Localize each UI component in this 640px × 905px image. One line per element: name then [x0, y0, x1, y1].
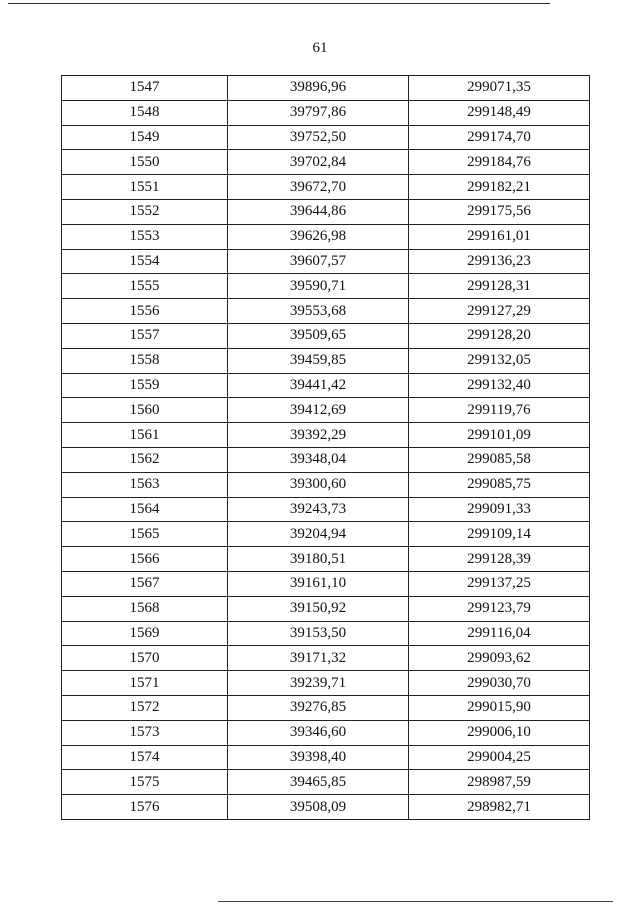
page-number: 61 [312, 40, 328, 56]
x-coordinate-cell: 39150,92 [228, 596, 409, 621]
table-row [62, 671, 590, 696]
table-row [62, 199, 590, 224]
x-coordinate-cell: 39171,32 [228, 646, 409, 671]
point-number-cell: 1551 [62, 175, 228, 200]
table-row [62, 547, 590, 572]
y-coordinate-cell: 299030,70 [409, 671, 590, 696]
table-row [62, 150, 590, 175]
x-coordinate-cell: 39412,69 [228, 398, 409, 423]
y-coordinate-cell: 299109,14 [409, 522, 590, 547]
y-coordinate-cell: 299174,70 [409, 125, 590, 150]
y-coordinate-cell: 299148,49 [409, 100, 590, 125]
point-number-cell: 1555 [62, 274, 228, 299]
point-number-cell: 1554 [62, 249, 228, 274]
y-coordinate-cell: 299071,35 [409, 76, 590, 101]
point-number-cell: 1571 [62, 671, 228, 696]
point-number-cell: 1557 [62, 323, 228, 348]
x-coordinate-cell: 39161,10 [228, 571, 409, 596]
y-coordinate-cell: 299184,76 [409, 150, 590, 175]
point-number-cell: 1570 [62, 646, 228, 671]
y-coordinate-cell: 299128,39 [409, 547, 590, 572]
table-row [62, 795, 590, 820]
x-coordinate-cell: 39607,57 [228, 249, 409, 274]
table-row [62, 571, 590, 596]
y-coordinate-cell: 299091,33 [409, 497, 590, 522]
x-coordinate-cell: 39276,85 [228, 695, 409, 720]
y-coordinate-cell: 299182,21 [409, 175, 590, 200]
table-row [62, 423, 590, 448]
table-row [62, 497, 590, 522]
table-row [62, 373, 590, 398]
table-row [62, 249, 590, 274]
table-row [62, 348, 590, 373]
table-row [62, 323, 590, 348]
x-coordinate-cell: 39465,85 [228, 770, 409, 795]
y-coordinate-cell: 299101,09 [409, 423, 590, 448]
y-coordinate-cell: 299161,01 [409, 224, 590, 249]
table-row [62, 447, 590, 472]
y-coordinate-cell: 299116,04 [409, 621, 590, 646]
coordinates-table [61, 75, 590, 820]
y-coordinate-cell: 299123,79 [409, 596, 590, 621]
table-row [62, 100, 590, 125]
x-coordinate-cell: 39896,96 [228, 76, 409, 101]
table-row [62, 695, 590, 720]
x-coordinate-cell: 39702,84 [228, 150, 409, 175]
point-number-cell: 1558 [62, 348, 228, 373]
point-number-cell: 1550 [62, 150, 228, 175]
x-coordinate-cell: 39797,86 [228, 100, 409, 125]
x-coordinate-cell: 39243,73 [228, 497, 409, 522]
point-number-cell: 1574 [62, 745, 228, 770]
y-coordinate-cell: 299127,29 [409, 299, 590, 324]
point-number-cell: 1547 [62, 76, 228, 101]
x-coordinate-cell: 39180,51 [228, 547, 409, 572]
y-coordinate-cell: 299004,25 [409, 745, 590, 770]
table-row [62, 472, 590, 497]
table-row [62, 398, 590, 423]
table-row [62, 76, 590, 101]
y-coordinate-cell: 299175,56 [409, 199, 590, 224]
table-row [62, 522, 590, 547]
point-number-cell: 1549 [62, 125, 228, 150]
y-coordinate-cell: 299119,76 [409, 398, 590, 423]
table-row [62, 720, 590, 745]
y-coordinate-cell: 298982,71 [409, 795, 590, 820]
table-row [62, 274, 590, 299]
point-number-cell: 1569 [62, 621, 228, 646]
y-coordinate-cell: 299015,90 [409, 695, 590, 720]
y-coordinate-cell: 299006,10 [409, 720, 590, 745]
table-row [62, 621, 590, 646]
x-coordinate-cell: 39644,86 [228, 199, 409, 224]
table-row [62, 125, 590, 150]
table-row [62, 745, 590, 770]
y-coordinate-cell: 298987,59 [409, 770, 590, 795]
table-row [62, 299, 590, 324]
x-coordinate-cell: 39441,42 [228, 373, 409, 398]
x-coordinate-cell: 39392,29 [228, 423, 409, 448]
point-number-cell: 1565 [62, 522, 228, 547]
x-coordinate-cell: 39508,09 [228, 795, 409, 820]
x-coordinate-cell: 39459,85 [228, 348, 409, 373]
x-coordinate-cell: 39239,71 [228, 671, 409, 696]
point-number-cell: 1552 [62, 199, 228, 224]
scan-edge-bottom [218, 901, 613, 902]
table-row [62, 175, 590, 200]
coordinates-table-body [62, 76, 590, 820]
x-coordinate-cell: 39204,94 [228, 522, 409, 547]
x-coordinate-cell: 39590,71 [228, 274, 409, 299]
point-number-cell: 1564 [62, 497, 228, 522]
y-coordinate-cell: 299136,23 [409, 249, 590, 274]
x-coordinate-cell: 39346,60 [228, 720, 409, 745]
point-number-cell: 1563 [62, 472, 228, 497]
point-number-cell: 1573 [62, 720, 228, 745]
table-row [62, 770, 590, 795]
point-number-cell: 1553 [62, 224, 228, 249]
point-number-cell: 1575 [62, 770, 228, 795]
table-row [62, 224, 590, 249]
table-row [62, 646, 590, 671]
point-number-cell: 1566 [62, 547, 228, 572]
y-coordinate-cell: 299128,31 [409, 274, 590, 299]
y-coordinate-cell: 299137,25 [409, 571, 590, 596]
x-coordinate-cell: 39752,50 [228, 125, 409, 150]
x-coordinate-cell: 39153,50 [228, 621, 409, 646]
x-coordinate-cell: 39300,60 [228, 472, 409, 497]
x-coordinate-cell: 39509,65 [228, 323, 409, 348]
x-coordinate-cell: 39348,04 [228, 447, 409, 472]
point-number-cell: 1548 [62, 100, 228, 125]
point-number-cell: 1559 [62, 373, 228, 398]
x-coordinate-cell: 39672,70 [228, 175, 409, 200]
point-number-cell: 1556 [62, 299, 228, 324]
point-number-cell: 1567 [62, 571, 228, 596]
point-number-cell: 1561 [62, 423, 228, 448]
x-coordinate-cell: 39553,68 [228, 299, 409, 324]
x-coordinate-cell: 39398,40 [228, 745, 409, 770]
y-coordinate-cell: 299085,75 [409, 472, 590, 497]
table-row [62, 596, 590, 621]
y-coordinate-cell: 299085,58 [409, 447, 590, 472]
y-coordinate-cell: 299093,62 [409, 646, 590, 671]
point-number-cell: 1568 [62, 596, 228, 621]
point-number-cell: 1560 [62, 398, 228, 423]
point-number-cell: 1572 [62, 695, 228, 720]
y-coordinate-cell: 299128,20 [409, 323, 590, 348]
y-coordinate-cell: 299132,40 [409, 373, 590, 398]
scan-edge-top [8, 3, 550, 4]
point-number-cell: 1562 [62, 447, 228, 472]
point-number-cell: 1576 [62, 795, 228, 820]
y-coordinate-cell: 299132,05 [409, 348, 590, 373]
x-coordinate-cell: 39626,98 [228, 224, 409, 249]
